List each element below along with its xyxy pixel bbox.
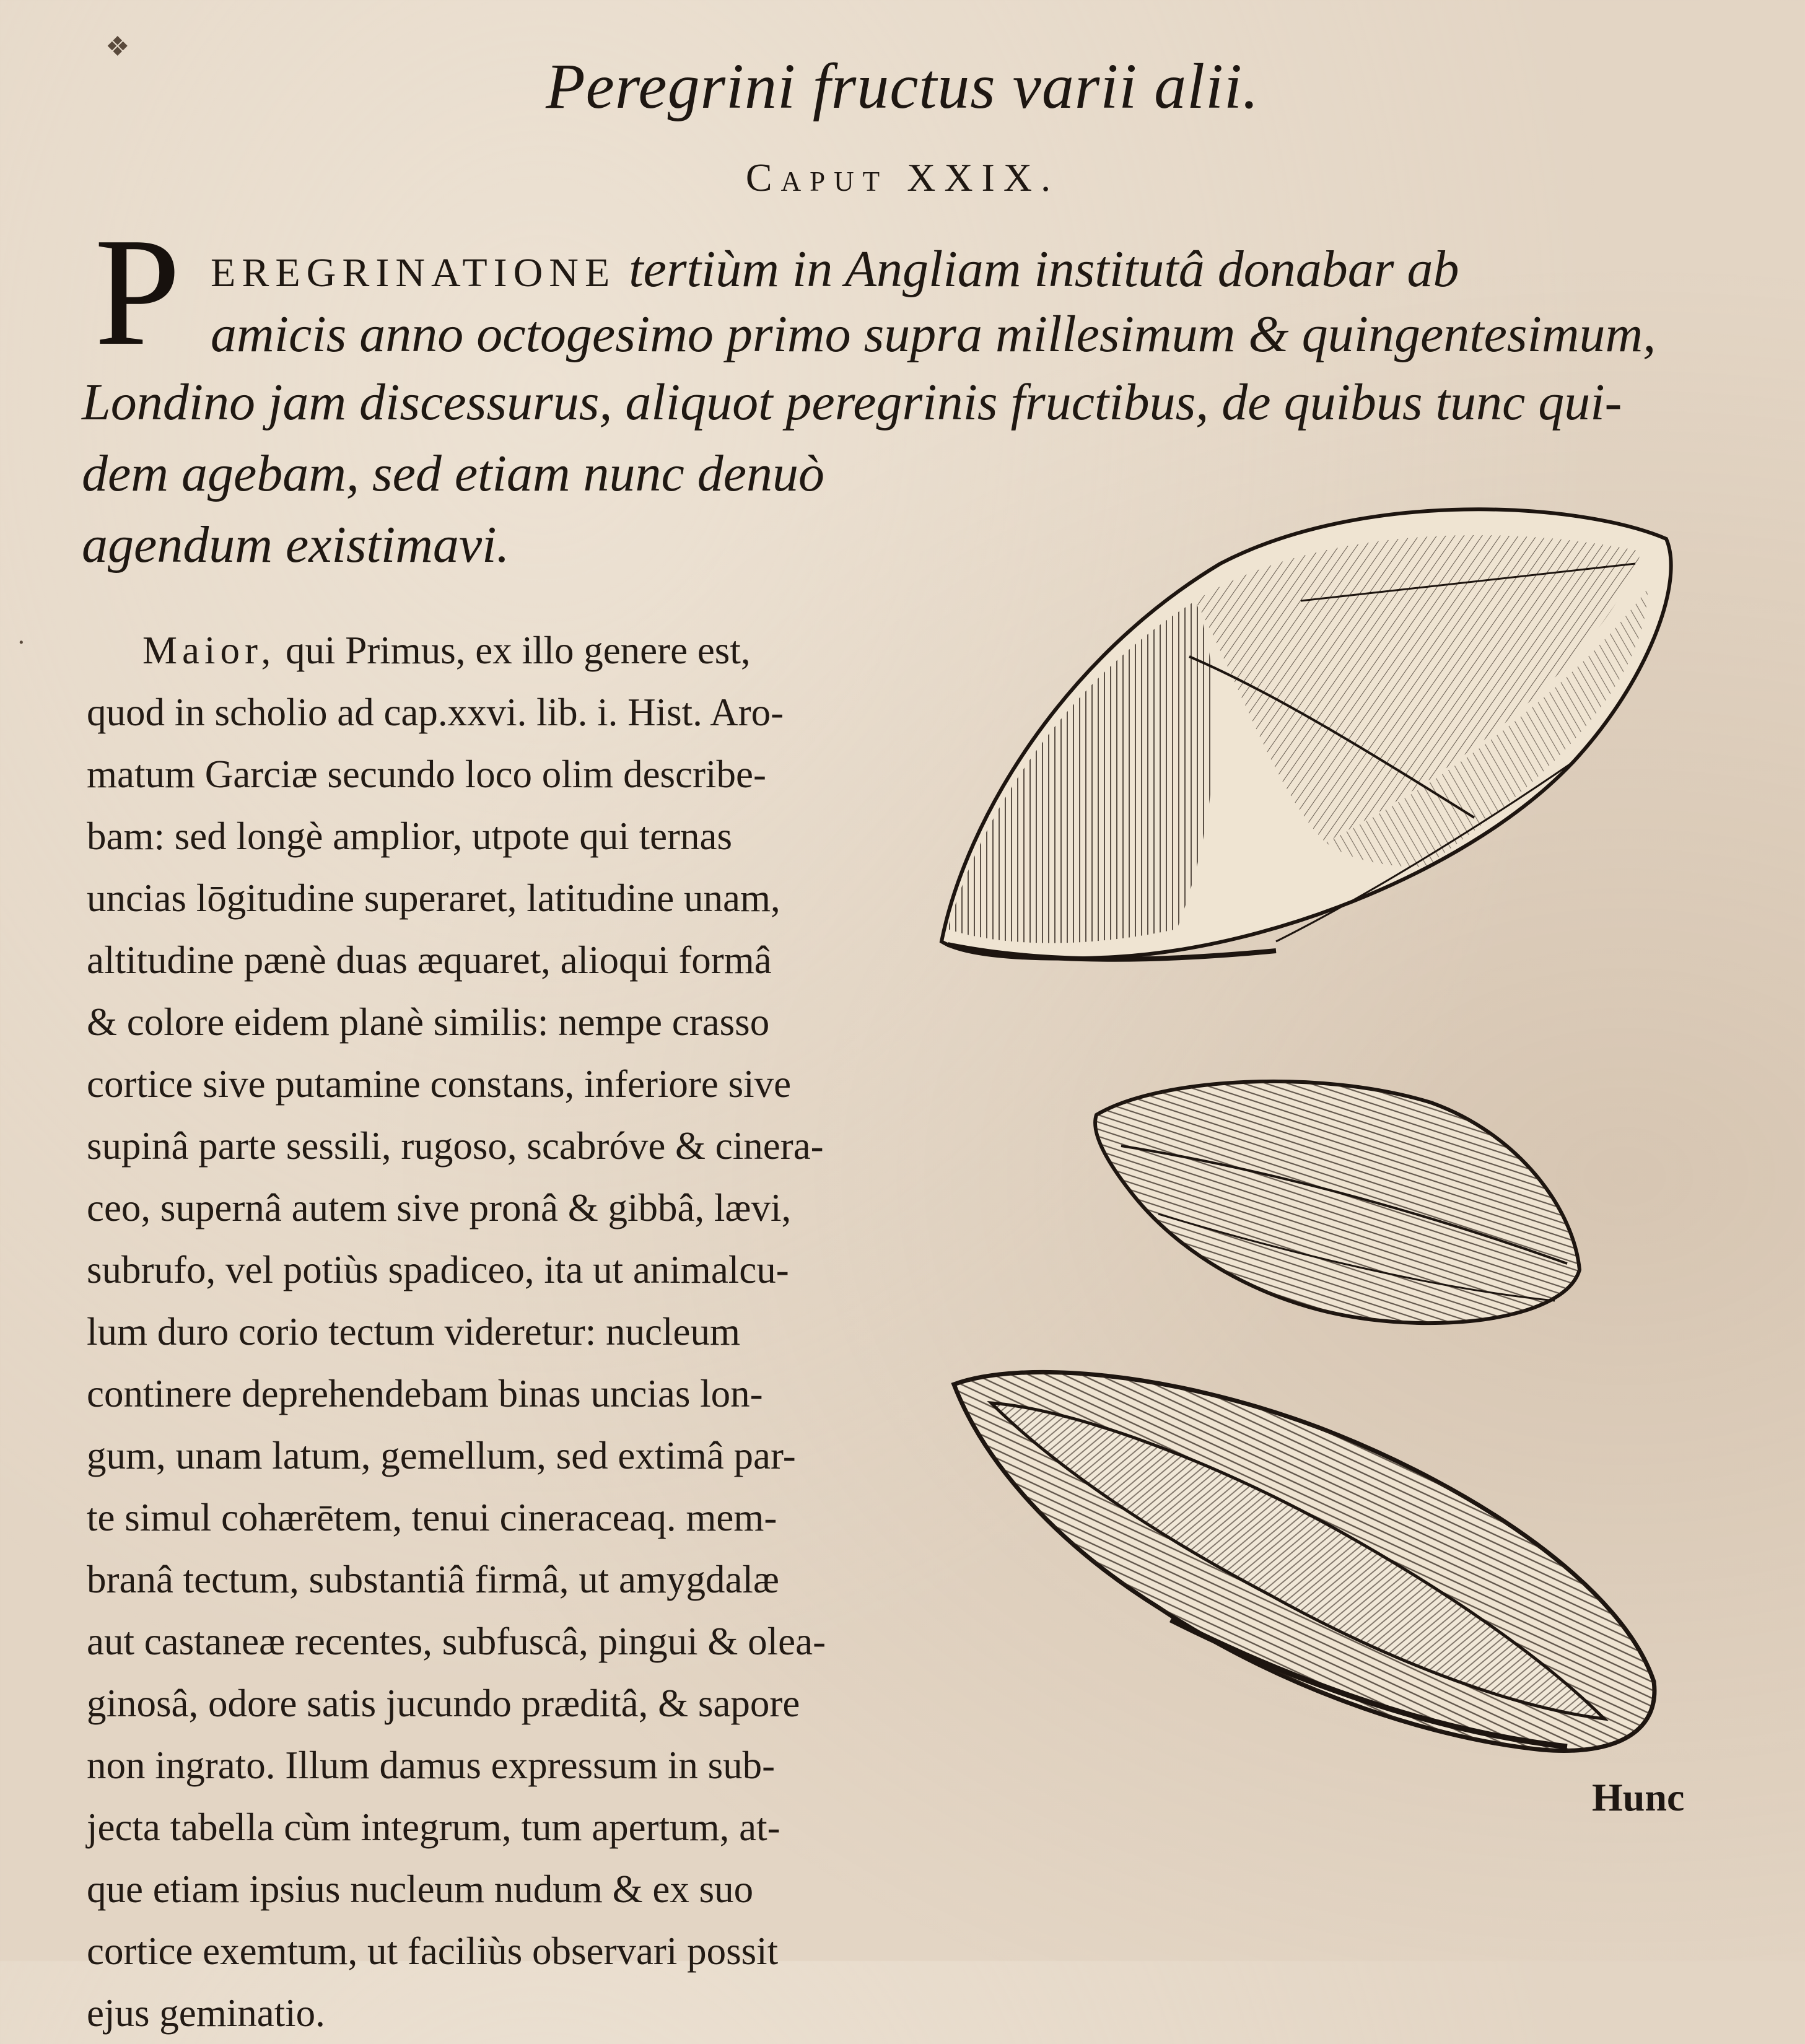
fruit-whole-woodcut [929,496,1685,979]
body-line: non ingrato. Illum damus expressum in sub- [87,1744,776,1787]
body-line: subrufo, vel potiùs spadiceo, ita ut animalcu- [87,1248,789,1291]
body-line: cortice sive putamine constans, inferiore sive [87,1062,792,1106]
body-line: continere deprehendebam binas uncias lon- [87,1372,763,1415]
body-line: & colore eidem planè similis: nempe crasso [87,1000,770,1044]
ink-mark: · [17,629,25,657]
body-line: bam: sed longè amplior, utpote qui ternas [87,815,732,858]
body-line: ceo, supernâ autem sive pronâ & gibbâ, lævi, [87,1186,792,1229]
body-line: matum Garciæ secundo loco olim describe- [87,753,766,796]
intro-line-2: amicis anno octogesimo primo supra millesimum & quingentesimum, [211,305,1656,363]
fruit-opened-woodcut [948,1360,1679,1768]
body-line: uncias lōgitudine superaret, latitudine unam, [87,876,780,920]
intro-line-1-rest: tertiùm in Angliam institutâ donabar ab [629,240,1459,298]
body-line [87,619,911,681]
drop-cap: P [94,206,181,378]
body-line: gum, unam latum, gemellum, sed extimâ par- [87,1434,796,1477]
body-first-word: Maior, [142,629,276,672]
body-line: cortice exemtum, ut faciliùs observari possit [87,1929,779,1973]
body-line: aut castaneæ recentes, subfuscâ, pingui & olea- [87,1620,826,1663]
body-line: te simul cohærētem, tenui cineraceaq. mem- [87,1496,777,1539]
body-line: quod in scholio ad cap.xxvi. lib. i. Hist. Aro- [87,691,784,734]
body-line: supinâ parte sessili, rugoso, scabróve & cinera- [87,1124,824,1168]
intro-line-3: Londino jam discessurus, aliquot peregrinis fructibus, de quibus tunc qui- [82,373,1622,431]
body-line: jecta tabella cùm integrum, tum apertum, at- [87,1806,780,1849]
body-line: ejus geminatio. [87,1991,325,2035]
body-line: ginosâ, odore satis jucundo præditâ, & sapore [87,1682,800,1725]
intro-line-4: dem agebam, sed etiam nunc denuò [82,445,825,502]
intro-smallcaps: EREGRINATIONE [211,250,616,295]
intro-line-5: agendum existimavi. [82,516,510,574]
body-line: altitudine pænè duas æquaret, alioqui formâ [87,938,772,982]
body-line: branâ tectum, substantiâ firmâ, ut amygdalæ [87,1558,779,1601]
ink-mark: ❖ [105,31,130,63]
body-line: lum duro corio tectum videretur: nucleum [87,1310,740,1353]
chapter-heading: Caput XXIX. [745,155,1060,199]
intro-line-1 [211,238,1459,304]
catchword: Hunc [1592,1775,1685,1819]
page-title: Peregrini fructus varii alii. [546,51,1259,122]
body-paragraph [87,619,911,2044]
body-line: que etiam ipsius nucleum nudum & ex suo [87,1867,754,1911]
nucleus-woodcut [1084,1065,1592,1338]
body-line-rest: qui Primus, ex illo genere est, [285,629,751,672]
